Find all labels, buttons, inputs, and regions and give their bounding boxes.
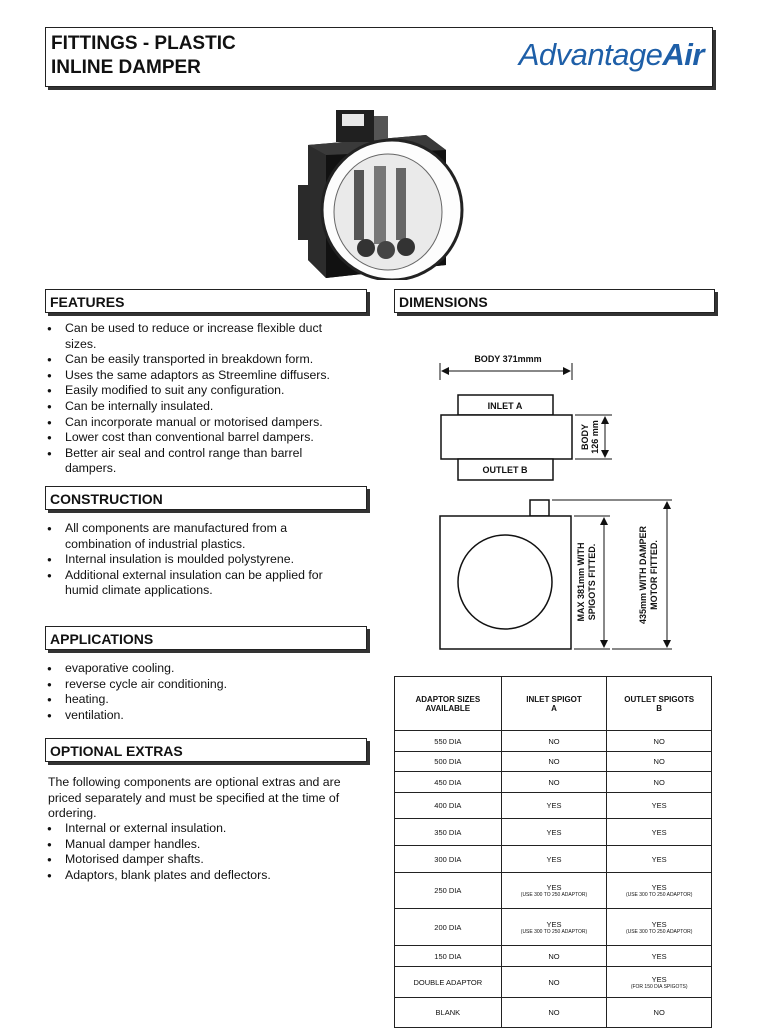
outlet-cell: [607, 731, 712, 752]
outlet-cell: [607, 946, 712, 967]
outlet-cell: [607, 873, 712, 909]
list-item: ● Better air seal and control range than barrel dampers.: [47, 446, 347, 477]
list-item: ● reverse cycle air conditioning.: [47, 677, 347, 693]
outlet-cell: [607, 967, 712, 998]
optional-extras-intro: The following components are optional extras and are priced separately and must be specified at the time of ordering.: [48, 775, 341, 821]
inlet-note: (USE 300 TO 250 ADAPTOR): [520, 892, 588, 898]
applications-heading: APPLICATIONS: [45, 626, 367, 650]
motor-shape: [530, 500, 549, 516]
inlet-cell: [501, 998, 607, 1028]
table-row: [395, 752, 712, 772]
list-item: ● Can be used to reduce or increase flexible duct sizes.: [47, 321, 347, 352]
inlet-value: YES: [546, 919, 562, 929]
column-header-line: OUTLET SPIGOTS: [624, 694, 695, 704]
list-item: ● Can be easily transported in breakdown form.: [47, 352, 347, 368]
list-item: ● Additional external insulation can be applied for humid climate applications.: [47, 568, 327, 599]
inlet-value: NO: [548, 736, 560, 746]
list-item: ● Can incorporate manual or motorised dampers.: [47, 415, 347, 431]
motor-height-label-1: 435mm WITH DAMPER: [638, 525, 648, 625]
inlet-cell: [501, 946, 607, 967]
inlet-cell: [501, 731, 607, 752]
table-row: [395, 731, 712, 752]
outlet-label: OUTLET B: [482, 465, 528, 475]
duct-opening-shape: [458, 535, 552, 629]
title-line-1: FITTINGS - PLASTIC: [51, 33, 236, 54]
optional-extras-heading: OPTIONAL EXTRAS: [45, 738, 367, 762]
table-row: [395, 873, 712, 909]
table-row: [395, 772, 712, 793]
body-shape: [441, 415, 572, 459]
outlet-note: (USE 300 TO 250 ADAPTOR): [625, 892, 693, 898]
inlet-cell: [501, 909, 607, 946]
logo-part-2: Air: [662, 37, 704, 72]
inlet-label: INLET A: [487, 401, 523, 411]
inlet-cell: [501, 846, 607, 873]
size-cell: 250 DIA: [395, 873, 502, 909]
optional-extras-list: [47, 821, 347, 883]
table-row: [395, 819, 712, 846]
inlet-cell: [501, 967, 607, 998]
list-item: ● Adaptors, blank plates and deflectors.: [47, 868, 347, 884]
inlet-value: NO: [548, 1008, 560, 1017]
outlet-note: (FOR 150 DIA SPIGOTS): [630, 983, 688, 990]
list-item: ● Manual damper handles.: [47, 837, 347, 853]
column-header-inlet-spigot: [501, 677, 607, 731]
table-row: [395, 946, 712, 967]
list-item: ● ventilation.: [47, 708, 347, 724]
size-cell: 450 DIA: [395, 772, 502, 793]
adaptor-sizes-table: [394, 676, 712, 1028]
dimensions-heading: DIMENSIONS: [394, 289, 715, 313]
outlet-cell: [607, 752, 712, 772]
inlet-value: NO: [548, 951, 560, 961]
size-cell: 350 DIA: [395, 819, 502, 846]
table-row: [395, 846, 712, 873]
list-item: ● Lower cost than conventional barrel dampers.: [47, 430, 347, 446]
column-header-line: ADAPTOR SIZES: [415, 694, 481, 704]
table-row: [395, 998, 712, 1028]
column-header-line: INLET SPIGOT: [526, 694, 582, 704]
outlet-value: YES: [651, 801, 667, 810]
body-width-label: BODY 371mmm: [474, 354, 542, 364]
column-header-adaptor-sizes: [395, 677, 502, 731]
applications-list: [47, 661, 347, 723]
outlet-value: YES: [651, 854, 667, 864]
construction-heading: CONSTRUCTION: [45, 486, 367, 510]
inlet-cell: [501, 873, 607, 909]
outlet-value: NO: [653, 777, 665, 787]
column-header-line: B: [656, 703, 663, 713]
inlet-value: YES: [546, 801, 562, 810]
inlet-value: NO: [548, 757, 560, 766]
inlet-value: YES: [546, 827, 562, 837]
body-height-label-2: 126 mm: [590, 420, 600, 454]
outlet-value: YES: [651, 951, 667, 961]
table-row: [395, 909, 712, 946]
outlet-cell: [607, 846, 712, 873]
max-height-label-2: SPIGOTS FITTED.: [587, 543, 597, 621]
outlet-cell: [607, 793, 712, 819]
outlet-value: YES: [651, 883, 667, 892]
list-item: ● evaporative cooling.: [47, 661, 347, 677]
outlet-value: NO: [653, 1008, 665, 1017]
outlet-cell: [607, 819, 712, 846]
outlet-cell: [607, 998, 712, 1028]
max-height-label-1: MAX 381mm WITH: [576, 542, 586, 622]
list-item: ● Can be internally insulated.: [47, 399, 347, 415]
inlet-cell: [501, 752, 607, 772]
inlet-value: YES: [546, 883, 562, 892]
column-header-outlet-spigots: [607, 677, 712, 731]
size-cell: 300 DIA: [395, 846, 502, 873]
size-cell: 150 DIA: [395, 946, 502, 967]
list-item: ● heating.: [47, 692, 347, 708]
size-cell: 500 DIA: [395, 752, 502, 772]
size-cell: DOUBLE ADAPTOR: [395, 967, 502, 998]
size-cell: 200 DIA: [395, 909, 502, 946]
title-line-2: INLINE DAMPER: [51, 57, 201, 78]
inlet-cell: [501, 819, 607, 846]
outlet-value: YES: [651, 919, 667, 929]
inlet-value: NO: [548, 977, 560, 987]
motor-height-label-2: MOTOR FITTED.: [649, 540, 659, 610]
inlet-value: NO: [548, 777, 560, 787]
list-item: ● All components are manufactured from a combination of industrial plastics.: [47, 521, 327, 552]
list-item: ● Internal or external insulation.: [47, 821, 347, 837]
table-row: [395, 967, 712, 998]
table-row: [395, 793, 712, 819]
outlet-value: NO: [653, 736, 665, 746]
list-item: ● Motorised damper shafts.: [47, 852, 347, 868]
table-header-row: [395, 677, 712, 731]
inlet-value: YES: [546, 854, 562, 864]
list-item: ● Uses the same adaptors as Streemline diffusers.: [47, 368, 347, 384]
outlet-value: YES: [651, 974, 667, 984]
inlet-cell: [501, 793, 607, 819]
size-cell: 400 DIA: [395, 793, 502, 819]
outlet-value: YES: [651, 827, 667, 837]
outlet-value: NO: [653, 757, 665, 766]
features-heading: FEATURES: [45, 289, 367, 313]
size-cell: 550 DIA: [395, 731, 502, 752]
inlet-note: (USE 300 TO 250 ADAPTOR): [520, 928, 588, 935]
list-item: ● Easily modified to suit any configuration.: [47, 383, 347, 399]
outlet-cell: [607, 772, 712, 793]
column-header-line: AVAILABLE: [425, 703, 471, 713]
outlet-cell: [607, 909, 712, 946]
size-cell: BLANK: [395, 998, 502, 1028]
column-header-line: A: [551, 703, 557, 713]
list-item: ● Internal insulation is moulded polystyrene.: [47, 552, 327, 568]
body-height-label-1: BODY: [580, 423, 590, 451]
outlet-note: (USE 300 TO 250 ADAPTOR): [625, 928, 693, 935]
inlet-cell: [501, 772, 607, 793]
logo-part-1: Advantage: [518, 37, 663, 72]
